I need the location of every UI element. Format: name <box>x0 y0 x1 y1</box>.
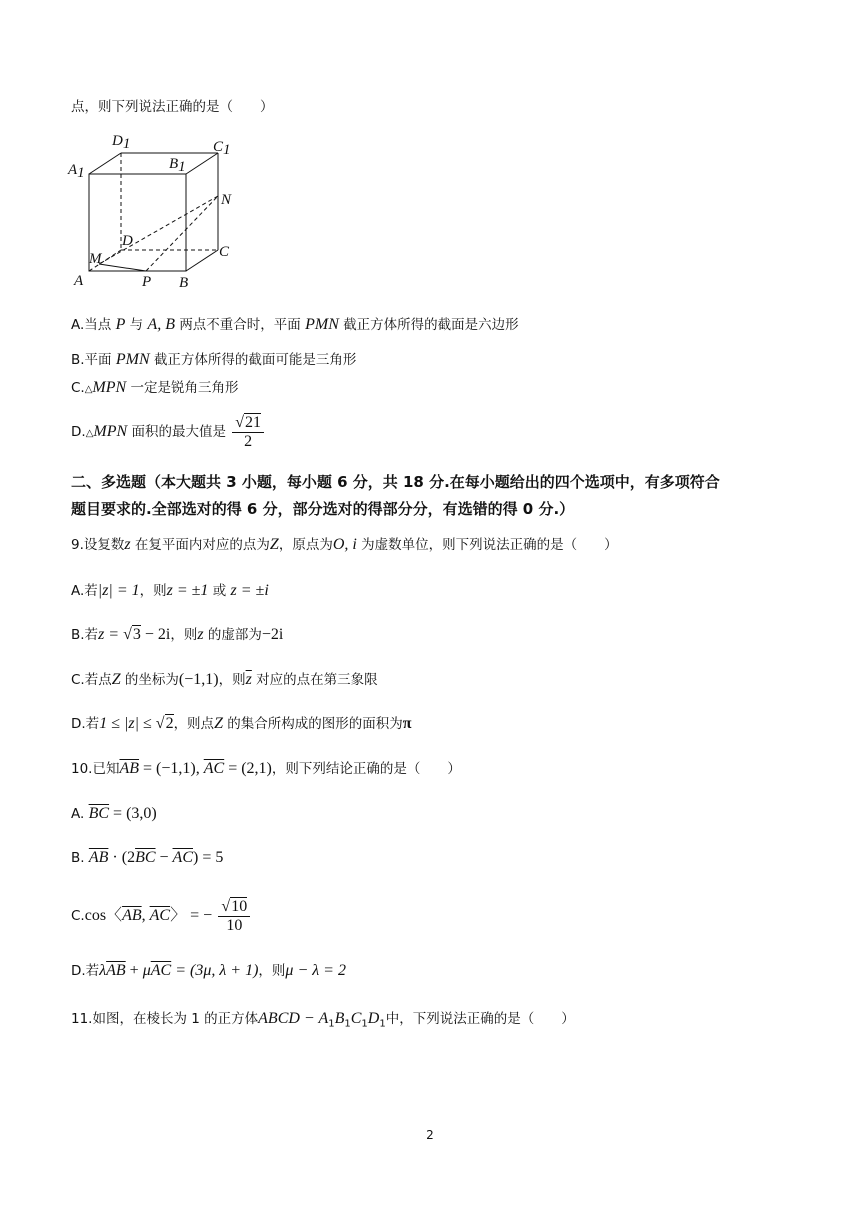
label-C1: C1 <box>213 139 231 158</box>
q10-option-a: A. $\overline{BC} = (3,0)$ <box>71 805 157 822</box>
cube-figure <box>66 128 246 293</box>
section-heading-line2: 题目要求的.全部选对的得 6 分，部分选对的得部分分，有选错的得 0 分.） <box>71 500 575 518</box>
q10-stem: 10.已知$\overline{AB} = (-1,1)$, $\overline{AC} = (2,1)$，则下列结论正确的是（ ） <box>71 760 461 777</box>
label-N: N <box>221 192 232 208</box>
label-C: C <box>219 244 230 260</box>
q9-option-c: C.若点Z 的坐标为(−1,1)，则$\overline{z}$ 对应的点在第三象限 <box>71 671 378 688</box>
section-heading-line1: 二、多选题（本大题共 3 小题，每小题 6 分，共 18 分.在每小题给出的四个选项中，有多项符合 <box>71 473 720 491</box>
q8-option-b: B.平面 PMN 截正方体所得的截面可能是三角形 <box>71 351 357 368</box>
label-A1: A1 <box>68 162 85 181</box>
q8-option-a: A.当点 P 与 A, B 两点不重合时，平面 PMN 截正方体所得的截面是六边形 <box>71 316 519 333</box>
q11-stem: 11.如图，在棱长为 1 的正方体ABCD − $A_1B_1C_1D_1$中，下列说法正确的是（ ） <box>71 1010 575 1030</box>
label-A: A <box>74 273 84 289</box>
q9-option-b: B.若z = √3 − 2i，则z 的虚部为−2i <box>71 626 284 643</box>
fraction-sqrt10-over-10: $\frac{√10}{10}$ <box>218 898 250 935</box>
q8-option-c: C.△MPN 一定是锐角三角形 <box>71 379 239 396</box>
label-P: P <box>142 274 152 290</box>
fraction-sqrt21-over-2: $\frac{√21}{2}$ <box>232 414 264 451</box>
label-D1: D1 <box>112 133 131 152</box>
q8-stem-tail: 点，则下列说法正确的是（ ） <box>71 99 274 115</box>
label-D: D <box>122 233 133 249</box>
q9-option-a: A.若|z| = 1，则z = ±1 或 z = ±i <box>71 582 269 599</box>
page-number: 2 <box>426 1128 434 1142</box>
label-B1: B1 <box>169 156 186 175</box>
q10-option-b: B. $\overline{AB} \cdot (2\overline{BC} - \overline{AC}) = 5$ <box>71 849 224 866</box>
q8-option-d: D.△MPN 面积的最大值是 $\frac{√21}{2}$ <box>71 412 266 454</box>
q9-stem: 9.设复数z 在复平面内对应的点为Z，原点为O, i 为虚数单位，则下列说法正确的是（ ） <box>71 536 618 553</box>
label-M: M <box>89 251 102 267</box>
q10-option-d: D.若$\lambda\overline{AB} + \mu\overline{AC} = (3\mu$, λ + 1)，则μ − λ = 2 <box>71 962 346 979</box>
label-B: B <box>179 275 189 291</box>
q10-option-c: C.cos〈$\overline{AB}$, $\overline{AC}$〉 = − $\frac{√10}{10}$ <box>71 894 252 938</box>
q9-option-d: D.若1 ≤ |z| ≤ √2，则点Z 的集合所构成的图形的面积为π <box>71 715 412 732</box>
